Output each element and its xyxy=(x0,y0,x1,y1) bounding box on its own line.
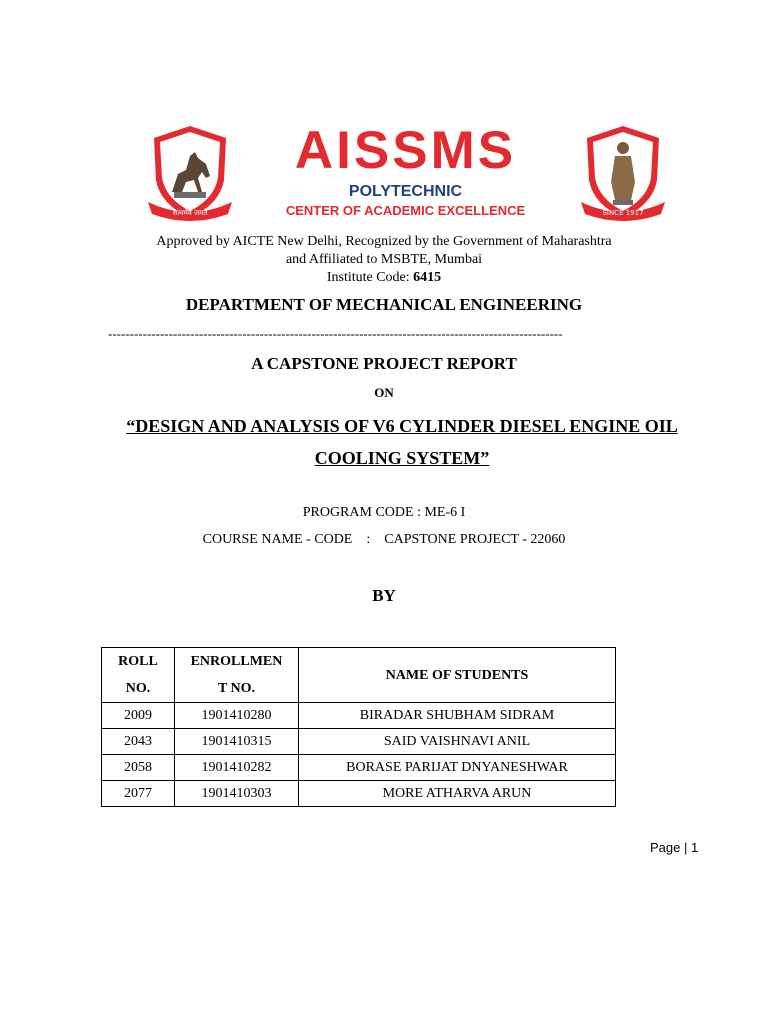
program-code: PROGRAM CODE : ME-6 I xyxy=(302,505,466,520)
svg-text:SINCE 1917: SINCE 1917 xyxy=(602,209,644,217)
approval-line-2: and Affiliated to MSBTE, Mumbai xyxy=(285,252,483,267)
cell-roll: 2077 xyxy=(102,781,175,807)
header-enroll-line-1: ENROLLMEN xyxy=(190,654,283,669)
table-row xyxy=(102,755,616,781)
report-on: ON xyxy=(374,385,394,400)
cell-enrollment: 1901410282 xyxy=(175,755,299,781)
header-enroll-line-2: T NO. xyxy=(217,681,256,696)
table-row xyxy=(102,703,616,729)
table-header-row xyxy=(102,648,616,703)
course-name-code: COURSE NAME - CODE : CAPSTONE PROJECT - 22060 xyxy=(202,532,566,547)
table-row xyxy=(102,729,616,755)
report-title: A CAPSTONE PROJECT REPORT xyxy=(251,354,517,373)
project-title-line-1: “DESIGN AND ANALYSIS OF V6 CYLINDER DIESEL ENGINE OIL xyxy=(126,416,678,436)
left-emblem-icon xyxy=(140,122,240,222)
approval-block xyxy=(0,233,768,287)
brand-name: AISSMS xyxy=(294,121,517,180)
institute-logo-text xyxy=(283,122,528,220)
approval-line-1: Approved by AICTE New Delhi, Recognized by the Government of Maharashtra xyxy=(156,234,612,249)
cell-roll: 2058 xyxy=(102,755,175,781)
header-roll-no xyxy=(102,648,175,703)
separator-line: --------------------------------------------------------------------------------------------------------- xyxy=(108,326,563,341)
right-emblem-icon xyxy=(573,122,673,222)
cell-student-name: MORE ATHARVA ARUN xyxy=(299,781,616,807)
header-student-name: NAME OF STUDENTS xyxy=(299,648,616,703)
svg-text:सत्यमेव जयते: सत्यमेव जयते xyxy=(172,209,208,217)
institute-code-value: 6415 xyxy=(413,270,442,285)
project-title-line-2: COOLING SYSTEM” xyxy=(314,448,490,468)
header-roll-line-2: NO. xyxy=(125,681,151,696)
students-table xyxy=(101,647,616,807)
table-row xyxy=(102,781,616,807)
cell-enrollment: 1901410315 xyxy=(175,729,299,755)
brand-subtitle: POLYTECHNIC xyxy=(348,183,463,200)
cell-student-name: BORASE PARIJAT DNYANESHWAR xyxy=(299,755,616,781)
project-title xyxy=(110,410,694,474)
cell-enrollment: 1901410280 xyxy=(175,703,299,729)
brand-tagline: CENTER OF ACADEMIC EXCELLENCE xyxy=(285,203,526,218)
cell-student-name: BIRADAR SHUBHAM SIDRAM xyxy=(299,703,616,729)
by-label: BY xyxy=(372,586,396,605)
institute-code-label: Institute Code: xyxy=(326,270,414,285)
cell-enrollment: 1901410303 xyxy=(175,781,299,807)
page-number: Page | 1 xyxy=(650,840,699,855)
institute-code xyxy=(0,269,768,287)
cell-student-name: SAID VAISHNAVI ANIL xyxy=(299,729,616,755)
department-heading: DEPARTMENT OF MECHANICAL ENGINEERING xyxy=(185,295,583,314)
cell-roll: 2009 xyxy=(102,703,175,729)
header-roll-line-1: ROLL xyxy=(118,654,158,669)
cell-roll: 2043 xyxy=(102,729,175,755)
header-enrollment-no xyxy=(175,648,299,703)
